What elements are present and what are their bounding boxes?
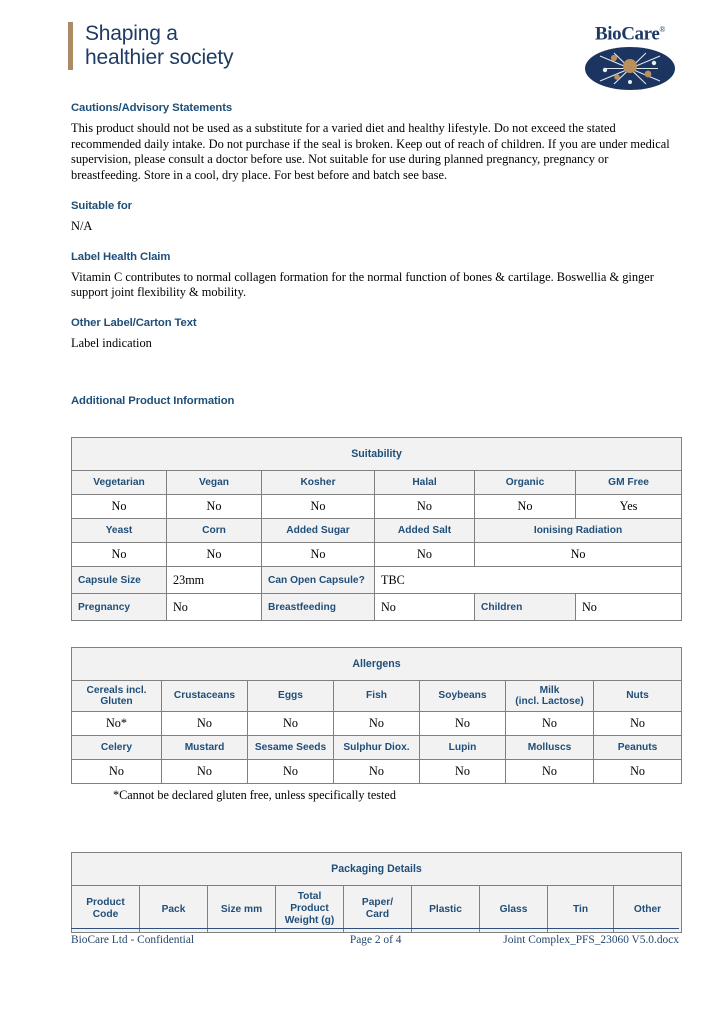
- row-label-capsule-size: Capsule Size: [72, 567, 167, 594]
- section-heading-cautions: Cautions/Advisory Statements: [71, 102, 233, 114]
- cell-added-salt: No: [375, 543, 475, 567]
- table-row: [72, 594, 682, 621]
- col-header-size-mm: Size mm: [208, 886, 276, 933]
- cell-breastfeeding: No: [375, 594, 475, 621]
- table-row: [72, 760, 682, 784]
- col-header-pack: Pack: [140, 886, 208, 933]
- col-header-celery: Celery: [72, 736, 162, 760]
- spacer: [71, 235, 679, 251]
- col-header-added-salt: Added Salt: [375, 519, 475, 543]
- section-heading-other-label-text: Other Label/Carton Text: [71, 316, 197, 329]
- col-header-plastic: Plastic: [412, 886, 480, 933]
- col-header-line-2: Code: [92, 909, 119, 920]
- col-header-lupin: Lupin: [420, 736, 506, 760]
- col-header-organic: Organic: [475, 471, 576, 495]
- page-header: [0, 0, 720, 96]
- col-header-eggs: Eggs: [248, 681, 334, 712]
- table-row: [72, 681, 682, 712]
- table-row: [72, 495, 682, 519]
- cell-milk: No: [506, 712, 594, 736]
- col-header-vegetarian: Vegetarian: [72, 471, 167, 495]
- atom-ellipse-icon: [578, 46, 682, 96]
- col-header-line-2: Card: [365, 909, 390, 920]
- packaging-table-wrapper: [71, 852, 679, 933]
- table-row: [72, 886, 682, 933]
- cell-peanuts: No: [594, 760, 682, 784]
- cell-capsule-size: 23mm: [167, 567, 262, 594]
- col-header-line-1: Milk: [539, 684, 560, 696]
- row-label-children: Children: [475, 594, 576, 621]
- cell-vegan: No: [167, 495, 262, 519]
- col-header-line-2: Product: [290, 903, 329, 914]
- allergens-footnote: *Cannot be declared gluten free, unless specifically tested: [113, 788, 396, 802]
- col-header-other: Other: [614, 886, 682, 933]
- cell-added-sugar: No: [262, 543, 375, 567]
- col-header-gm-free: GM Free: [576, 471, 682, 495]
- cell-yeast: No: [72, 543, 167, 567]
- row-label-pregnancy: Pregnancy: [72, 594, 167, 621]
- table-row: [72, 567, 682, 594]
- spacer: [71, 351, 679, 395]
- table-row: [72, 471, 682, 495]
- cell-nuts: No: [594, 712, 682, 736]
- spacer: [71, 183, 679, 200]
- cell-mustard: No: [162, 760, 248, 784]
- col-header-nuts: Nuts: [594, 681, 682, 712]
- section-heading-suitable-for: Suitable for: [71, 200, 132, 212]
- col-header-mustard: Mustard: [162, 736, 248, 760]
- table-row: [72, 438, 682, 471]
- suitability-table-wrapper: [71, 437, 679, 621]
- col-header-sulphur-diox: Sulphur Diox.: [334, 736, 420, 760]
- table-row: [72, 736, 682, 760]
- col-header-line-1: Total: [297, 891, 322, 902]
- col-header-kosher: Kosher: [262, 471, 375, 495]
- cell-pregnancy: No: [167, 594, 262, 621]
- col-header-tin: Tin: [548, 886, 614, 933]
- cell-molluscs: No: [506, 760, 594, 784]
- cell-vegetarian: No: [72, 495, 167, 519]
- cell-kosher: No: [262, 495, 375, 519]
- table-row: [72, 648, 682, 681]
- spacer: [71, 301, 679, 317]
- cell-cereals-incl-gluten: No*: [72, 712, 162, 736]
- col-header-line-2: (incl. Lactose): [515, 696, 584, 707]
- section-body-suitable-for: N/A: [71, 219, 93, 233]
- allergens-table-wrapper: [71, 647, 679, 803]
- col-header-halal: Halal: [375, 471, 475, 495]
- col-header-soybeans: Soybeans: [420, 681, 506, 712]
- table-row: [72, 543, 682, 567]
- table-row: [72, 853, 682, 886]
- col-header-glass: Glass: [480, 886, 548, 933]
- col-header-yeast: Yeast: [72, 519, 167, 543]
- tagline-line-2: healthier society: [85, 46, 234, 69]
- section-heading-additional-product-information: Additional Product Information: [71, 395, 235, 407]
- col-header-milk: [506, 681, 594, 712]
- section-body-other-label-text: Label indication: [71, 335, 152, 350]
- suitability-table-title: Suitability: [72, 438, 682, 471]
- col-header-vegan: Vegan: [167, 471, 262, 495]
- cell-lupin: No: [420, 760, 506, 784]
- cell-can-open-capsule: TBC: [375, 567, 682, 594]
- col-header-line-1: Paper/: [361, 897, 394, 908]
- footer-page-number: Page 2 of 4: [349, 934, 402, 946]
- col-header-paper-card: [344, 886, 412, 933]
- col-header-total-product-weight: [276, 886, 344, 933]
- col-header-ionising-radiation: Ionising Radiation: [475, 519, 682, 543]
- cell-corn: No: [167, 543, 262, 567]
- col-header-line-1: Product: [86, 897, 125, 908]
- footer-confidentiality-text: BioCare Ltd - Confidential: [71, 934, 195, 946]
- section-body-label-health-claim: Vitamin C contributes to normal collagen formation for the normal function of bones & cartilage. Boswellia & ginger support joint flexibility & mobility.: [71, 269, 654, 299]
- col-header-sesame-seeds: Sesame Seeds: [248, 736, 334, 760]
- table-row: [72, 519, 682, 543]
- cell-ionising-radiation: No: [475, 543, 682, 567]
- cell-halal: No: [375, 495, 475, 519]
- row-label-can-open-capsule: Can Open Capsule?: [262, 567, 375, 594]
- brand-tagline: [68, 22, 233, 70]
- col-header-corn: Corn: [167, 519, 262, 543]
- footer-filename: Joint Complex_PFS_23060 V5.0.docx: [503, 934, 679, 946]
- allergens-table-title: Allergens: [72, 648, 682, 681]
- cell-soybeans: No: [420, 712, 506, 736]
- section-body-cautions: This product should not be used as a substitute for a varied diet and healthy lifestyle. Do not exceed the stated recommended daily intake. Do not purchase if the seal is broken. Keep out of reach of children. If you are under medical supervision, please consult a doctor before use. Not suitable for use during planned pregnancy, pregnancy or breastfeeding. Store in a cool, dry place. For best before and batch see base.: [71, 121, 670, 182]
- allergens-table: [71, 647, 682, 784]
- table-row: [72, 712, 682, 736]
- cell-fish: No: [334, 712, 420, 736]
- biocare-logo: [578, 20, 682, 96]
- col-header-added-sugar: Added Sugar: [262, 519, 375, 543]
- col-header-peanuts: Peanuts: [594, 736, 682, 760]
- packaging-table-title: Packaging Details: [72, 853, 682, 886]
- col-header-fish: Fish: [334, 681, 420, 712]
- tagline-line-1: Shaping a: [85, 22, 178, 45]
- col-header-line-3: Weight (g): [284, 915, 335, 926]
- registered-trademark-icon: ®: [659, 25, 666, 34]
- cell-sesame-seeds: No: [248, 760, 334, 784]
- col-header-line-2: Gluten: [100, 696, 133, 707]
- logo-wordmark: [595, 20, 665, 44]
- spacer: [71, 803, 679, 852]
- col-header-crustaceans: Crustaceans: [162, 681, 248, 712]
- cell-children: No: [576, 594, 682, 621]
- document-content: [71, 102, 679, 933]
- page-footer: [71, 928, 679, 946]
- cell-eggs: No: [248, 712, 334, 736]
- section-heading-label-health-claim: Label Health Claim: [71, 250, 171, 263]
- cell-gm-free: Yes: [576, 495, 682, 519]
- col-header-molluscs: Molluscs: [506, 736, 594, 760]
- spacer: [71, 414, 679, 437]
- logo-wordmark-text: BioCare: [594, 23, 660, 45]
- col-header-product-code: [72, 886, 140, 933]
- cell-crustaceans: No: [162, 712, 248, 736]
- col-header-line-1: Cereals incl.: [86, 684, 147, 696]
- packaging-details-table: [71, 852, 682, 933]
- cell-organic: No: [475, 495, 576, 519]
- col-header-cereals-incl-gluten: [72, 681, 162, 712]
- cell-sulphur-diox: No: [334, 760, 420, 784]
- suitability-table: [71, 437, 682, 621]
- row-label-breastfeeding: Breastfeeding: [262, 594, 375, 621]
- cell-celery: No: [72, 760, 162, 784]
- spacer: [71, 621, 679, 647]
